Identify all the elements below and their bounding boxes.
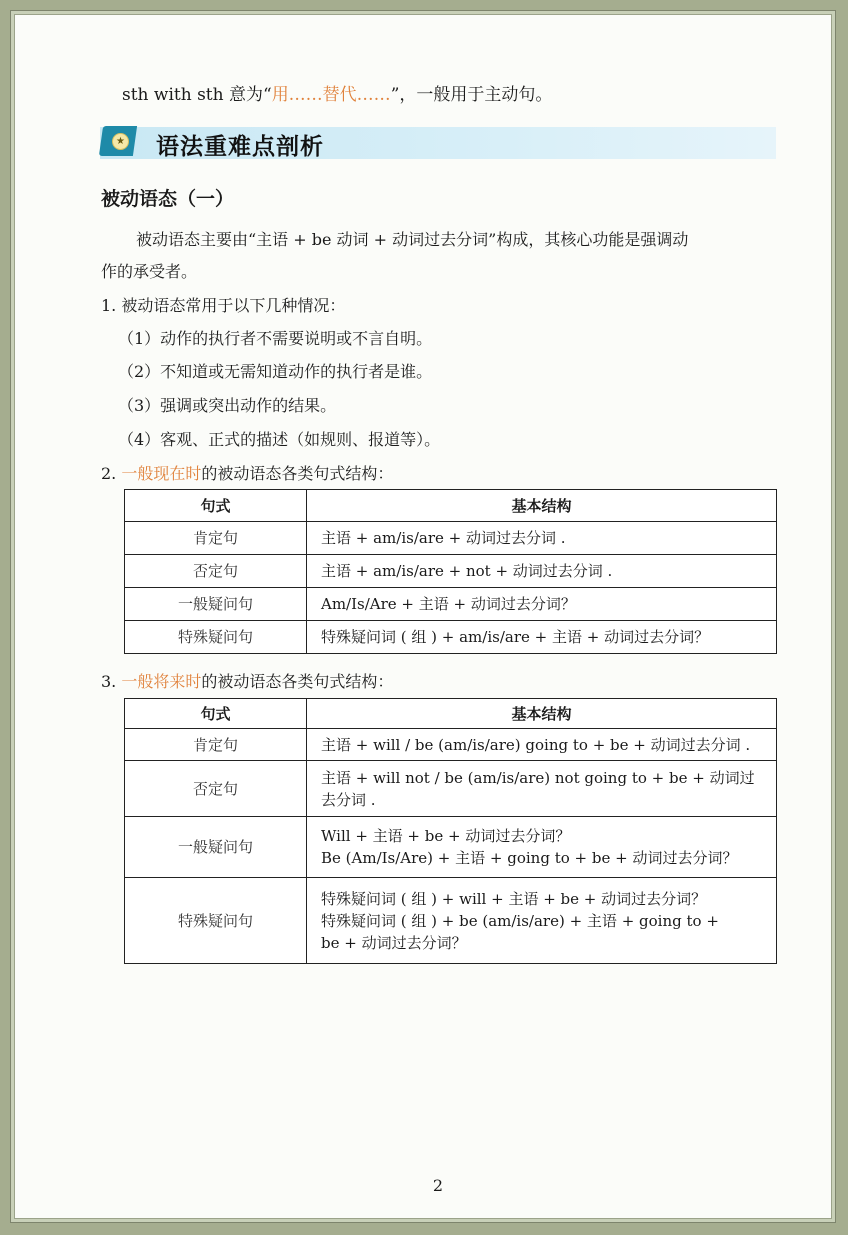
usage-heading: 1. 被动语态常用于以下几种情况： (101, 296, 346, 315)
structure-cell (307, 621, 777, 654)
structure-cell (307, 588, 777, 621)
table-row (125, 878, 777, 964)
structure-cell (307, 761, 777, 817)
sentence-type-cell: 肯定句 (125, 729, 307, 761)
section-title: 语法重难点剖析 (156, 134, 324, 160)
structure-line: 主语 + will not / be (am/is/are) not going to + be + 动词过 (321, 768, 755, 787)
sentence-type-cell: 否定句 (125, 555, 307, 588)
sentence-type-cell: 否定句 (125, 761, 307, 817)
structure-cell (307, 817, 777, 878)
table-row (125, 588, 777, 621)
header-structure: 基本结构 (307, 490, 777, 522)
table-row (125, 761, 777, 817)
sentence-type-cell: 特殊疑问句 (125, 878, 307, 964)
structure-cell (307, 522, 777, 555)
structure-line: 特殊疑问词 ( 组 ) + am/is/are + 主语 + 动词过去分词？ (321, 628, 710, 646)
table-row (125, 555, 777, 588)
header-sentence-type: 句式 (125, 699, 307, 729)
usage-item: （4）客观、正式的描述（如规则、报道等）。 (118, 430, 441, 449)
structure-cell (307, 555, 777, 588)
usage-item: （3）强调或突出动作的结果。 (118, 396, 337, 415)
future-num: 3. (101, 672, 122, 691)
table-header-row (125, 699, 777, 729)
present-passive-table (124, 489, 777, 654)
definition-line-2: 作的承受者。 (101, 262, 198, 281)
structure-line: 特殊疑问词 ( 组 ) + be (am/is/are) + 主语 + going to + (321, 911, 719, 930)
header-sentence-type: 句式 (125, 490, 307, 522)
intro-highlight: 用……替代…… (271, 85, 391, 105)
structure-line: 主语 + will / be (am/is/are) going to + be + 动词过去分词 . (321, 735, 751, 754)
sentence-type-cell: 肯定句 (125, 522, 307, 555)
definition-line-1: 被动语态主要由“主语 + be 动词 + 动词过去分词”构成，其核心功能是强调动 (136, 230, 689, 249)
present-heading-rest: 的被动语态各类句式结构： (201, 464, 394, 483)
structure-cell (307, 878, 777, 964)
future-tense-highlight: 一般将来时 (121, 672, 202, 691)
present-tense-highlight: 一般现在时 (121, 464, 202, 483)
structure-line: 主语 + am/is/are + 动词过去分词 . (321, 529, 566, 547)
table-row (125, 522, 777, 555)
table-header-row (125, 490, 777, 522)
structure-line: Be (Am/Is/Are) + 主语 + going to + be + 动词过去分词？ (321, 849, 738, 867)
intro-suffix: ”，一般用于主动句。 (390, 85, 553, 105)
usage-item: （1）动作的执行者不需要说明或不言自明。 (118, 329, 433, 348)
header-structure: 基本结构 (307, 699, 777, 729)
present-num: 2. (101, 464, 122, 483)
table-row (125, 729, 777, 761)
intro-prefix: sth with sth 意为“ (122, 85, 272, 105)
structure-line: be + 动词过去分词？ (321, 933, 467, 952)
table-row (125, 817, 777, 878)
structure-line: 特殊疑问词 ( 组 ) + will + 主语 + be + 动词过去分词？ (321, 889, 707, 908)
sentence-type-cell: 一般疑问句 (125, 588, 307, 621)
structure-line: Will + 主语 + be + 动词过去分词？ (321, 827, 571, 845)
star-icon: ★ (112, 133, 129, 150)
future-heading-rest: 的被动语态各类句式结构： (201, 672, 394, 691)
structure-line: 主语 + am/is/are + not + 动词过去分词 . (321, 562, 613, 580)
table-row (125, 621, 777, 654)
intro-line (122, 80, 552, 105)
future-heading (101, 669, 393, 692)
usage-item: （2）不知道或无需知道动作的执行者是谁。 (118, 362, 433, 381)
page-number: 2 (432, 1176, 444, 1195)
future-passive-table (124, 698, 777, 964)
structure-cell (307, 729, 777, 761)
structure-line: 去分词 . (321, 790, 376, 809)
present-heading (101, 461, 393, 484)
sentence-type-cell: 一般疑问句 (125, 817, 307, 878)
subsection-title: 被动语态（一） (101, 188, 235, 210)
structure-line: Am/Is/Are + 主语 + 动词过去分词？ (321, 595, 576, 613)
sentence-type-cell: 特殊疑问句 (125, 621, 307, 654)
